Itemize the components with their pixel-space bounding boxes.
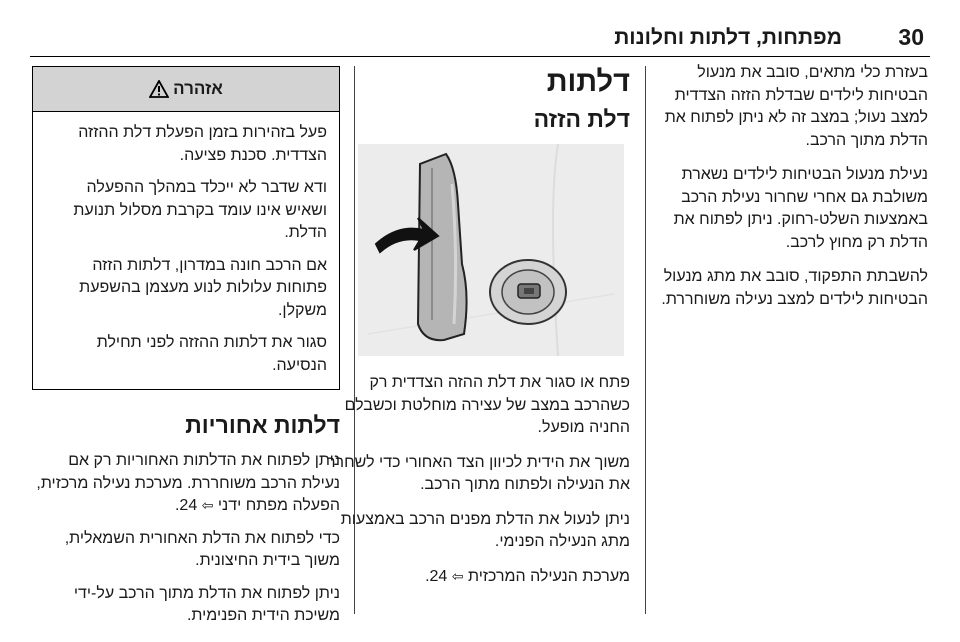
rear-door-paragraph: כדי לפתוח את הדלת האחורית השמאלית, משוך בידית החיצונית.: [64, 529, 340, 569]
sliding-door-paragraph: מערכת הנעילה המרכזית ⇦ 24.: [425, 567, 630, 585]
page-header: [30, 22, 930, 57]
child-lock-icon: [490, 260, 566, 324]
warning-paragraph: פעל בזהירות בזמן הפעלת דלת ההזזה הצדדית. סכנת פציעה.: [78, 124, 327, 164]
warning-header: [33, 67, 339, 112]
rear-door-text: ניתן לפתוח את הדלתות האחוריות רק אם נעילת הרכב משוחררת. מערכת נעילה מרכזית, הפעלה מפתח ידני: [36, 452, 340, 514]
sliding-door-paragraph: פתח או סגור את דלת ההזה הצדדית רק כשהרכב במצב של עצירה מוחלטת וכשבלם החניה מופעל.: [344, 374, 630, 436]
warning-title: אזהרה: [173, 79, 223, 98]
warning-paragraph: ודא שדבר לא ייכלד במהלך ההפעלה ושאיש אינו עומד בקרבת מסלול תנועת הדלת.: [73, 179, 327, 241]
warning-paragraph: אם הרכב חונה במדרון, דלתות הזזה פתוחות עלולות לנוע מעצמן בהשפעת משקלן.: [79, 256, 327, 319]
page-ref: 24: [179, 497, 198, 514]
sliding-door-paragraph: משוך את הידית לכיוון הצד האחורי כדי לשחרר את הנעילה ולפתוח מתוך הרכב.: [326, 453, 630, 493]
middle-column: [324, 62, 630, 600]
section-title: דלתות: [546, 66, 630, 98]
warning-triangle-icon: [149, 80, 169, 98]
subsection-title: דלתות אחוריות: [185, 412, 340, 438]
warning-box: [32, 66, 340, 390]
child-lock-paragraph: בעזרת כלי מתאים, סובב את מנעול הבטיחות לילדים שבדלת הזזה הצדדית למצב נעול; במצב זה לא ניתן לפתוח את הדלת מתוך הרכב.: [664, 64, 928, 149]
child-lock-paragraph: נעילת מנעול הבטיחות לילדים נשארת משולבת גם אחרי שחרור נעילת הרכב באמצעות השלט-רחוק. ניתן לפתוח את הדלת רק מחוץ לרכב.: [673, 166, 928, 251]
rear-door-paragraph: ניתן לפתוח את הדלתות האחוריות רק אם נעילת הרכב משוחררת. מערכת נעילה מרכזית, הפעלה מפתח ידני ⇦ 24.: [36, 452, 340, 514]
column-divider: [645, 66, 646, 614]
central-locking-ref-text: מערכת הנעילה המרכזית: [467, 567, 630, 585]
sliding-door-illustration: [358, 144, 624, 356]
right-column: [648, 62, 928, 323]
subsection-title: דלת הזזה: [533, 106, 630, 132]
page-number: 30: [898, 24, 924, 50]
left-column: [32, 62, 340, 638]
chapter-title: מפתחות, דלתות וחלונות: [614, 26, 842, 49]
warning-body: [33, 112, 339, 389]
page-ref: 24: [429, 567, 448, 585]
page-ref-arrow-icon: ⇦: [201, 498, 214, 514]
child-lock-paragraph: להשבתת התפקוד, סובב את מתג מנעול הבטיחות לילדים למצב נעילה משוחררת.: [661, 268, 928, 308]
rear-door-paragraph: ניתן לפתוח את הדלת מתוך הרכב על-ידי משיכת הידית הפנימית.: [73, 584, 340, 624]
sliding-door-paragraph: ניתן לנעול את הדלת מפנים הרכב באמצעות מתג הנעילה הפנימי.: [340, 510, 630, 550]
warning-paragraph: סגור את דלתות ההזזה לפני תחילת הנסיעה.: [96, 334, 327, 374]
page-ref-arrow-icon: ⇦: [451, 568, 464, 585]
